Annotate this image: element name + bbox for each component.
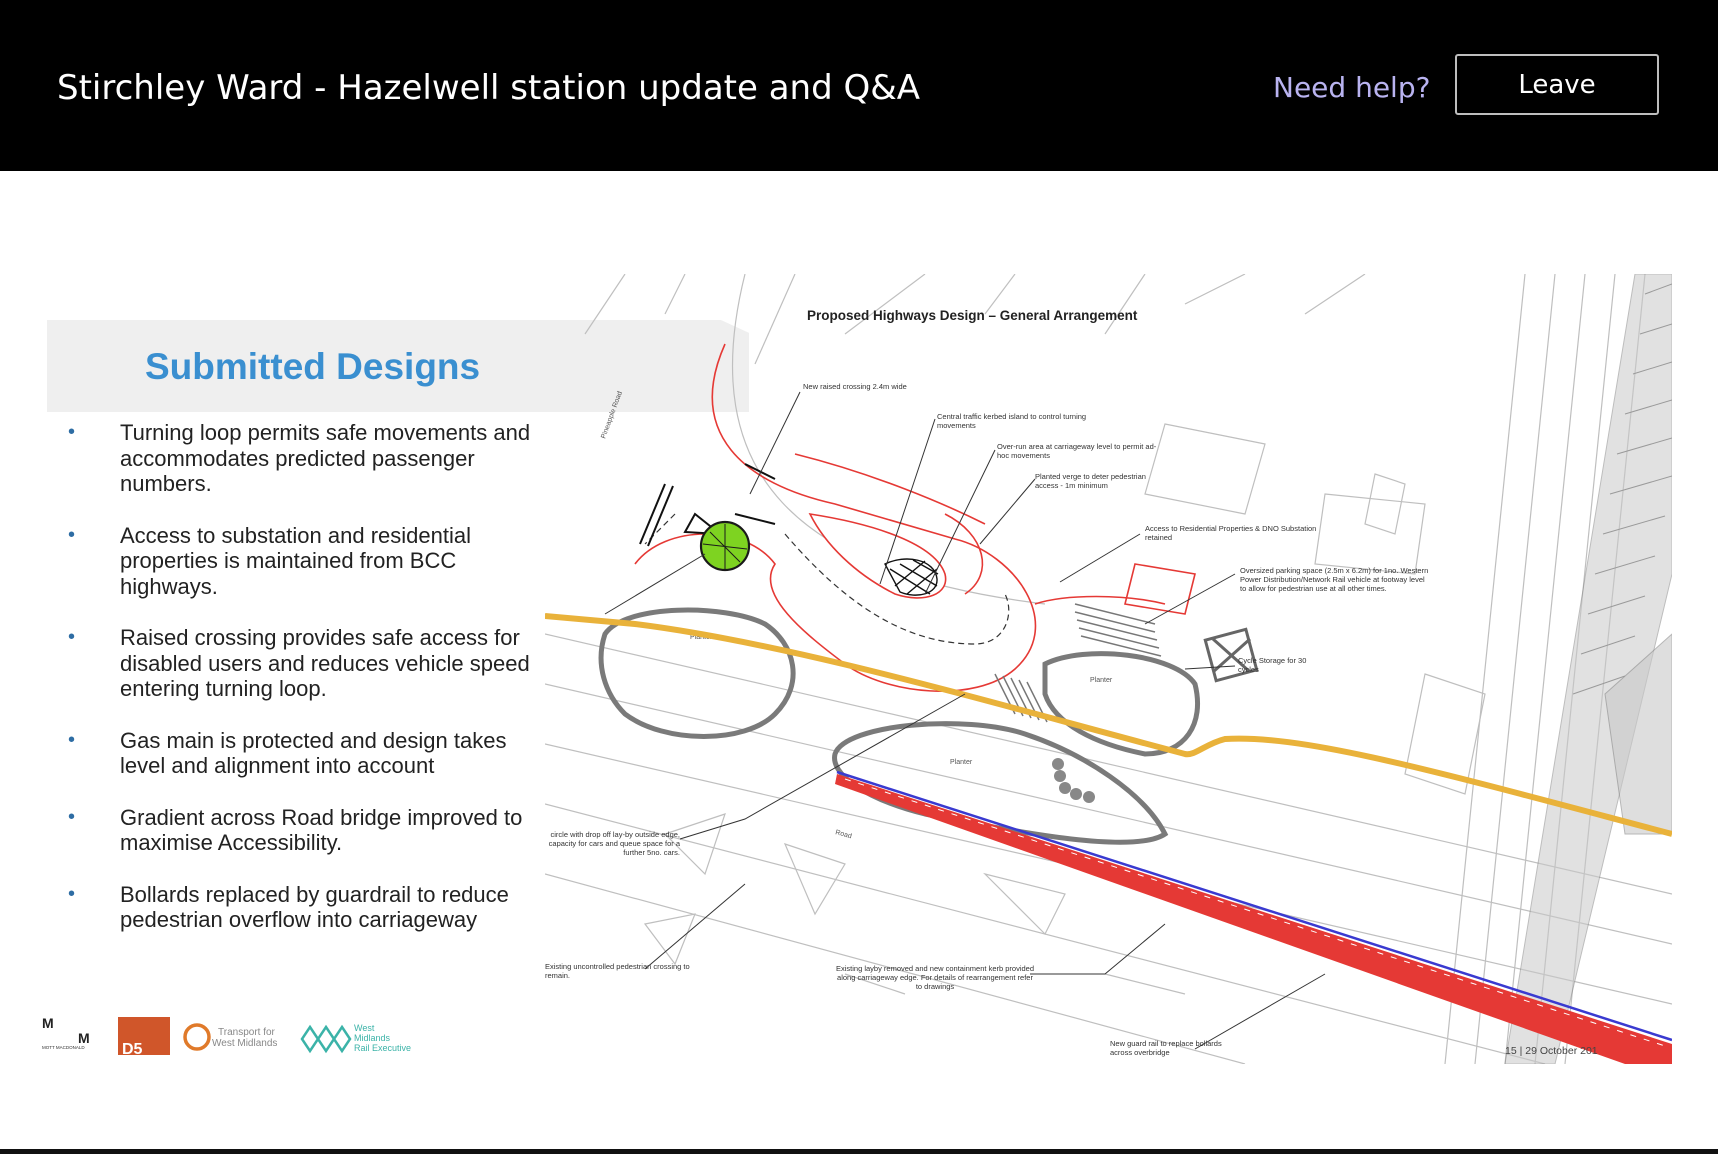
- planter-outlines: [601, 610, 1197, 842]
- planter-label: Planter: [950, 759, 973, 766]
- annotation-leaders: [605, 392, 1325, 1049]
- bullet-line: disabled users and reduces vehicle speed: [120, 650, 530, 676]
- wmre-line1: West: [354, 1023, 375, 1033]
- annotation: New guard rail to replace bollards across overbridge: [1110, 1039, 1222, 1057]
- pineapple-road-label: Pineapple Road: [600, 390, 624, 440]
- bullet-dot: •: [68, 523, 76, 546]
- annotation: Existing layby removed and new containment kerb provided along carriageway edge. For details of rearrangement refer to drawings: [835, 964, 1035, 991]
- bullet-dot: •: [68, 421, 76, 443]
- bullet-line: accommodates predicted passenger: [120, 445, 475, 471]
- bullet-line: Gradient across Road bridge improved to: [120, 804, 523, 830]
- bullet-line: maximise Accessibility.: [120, 830, 343, 855]
- annotation: Oversized parking space (2.5m x 6.2m) for 1no. Western Power Distribution/Network Rail vehicle at footway level to allow for pedestrian use at all other times.: [1240, 566, 1429, 593]
- tree-icon: [701, 522, 749, 570]
- bullet-line: pedestrian overflow into carriageway: [120, 907, 478, 932]
- bullet-line: numbers.: [120, 471, 212, 496]
- plan-heading: Proposed Highways Design – General Arrangement: [807, 308, 1138, 323]
- annotation: New raised crossing 2.4m wide: [803, 382, 907, 391]
- tfwm-logo: [185, 1025, 277, 1049]
- annotation: Access to Residential Properties & DNO Substation retained: [1145, 524, 1317, 542]
- meeting-title: Stirchley Ward - Hazelwell station update and Q&A: [57, 68, 921, 108]
- bullet-line: Bollards replaced by guardrail to reduce: [120, 881, 509, 907]
- page-footer: 15 | 29 October 201: [1505, 1045, 1598, 1057]
- wmre-line2: Midlands: [354, 1033, 391, 1043]
- d5-logo-text: D5: [122, 1041, 143, 1058]
- annotation: Central traffic kerbed island to control turning movements: [937, 412, 1087, 430]
- annotation: Over-run area at carriageway level to permit ad-hoc movements: [997, 442, 1157, 460]
- annotation: Planted verge to deter pedestrian access - 1m minimum: [1035, 472, 1146, 490]
- plan-annotations: [545, 382, 1430, 1064]
- bullet-line: Gas main is protected and design takes: [120, 727, 507, 753]
- partner-logos: [40, 1009, 470, 1059]
- trees-label: Trees: [545, 614, 563, 621]
- mott-macdonald-m: M: [42, 1015, 54, 1031]
- slide-title: Submitted Designs: [145, 346, 481, 387]
- bullet-line: properties is maintained from BCC: [120, 548, 457, 573]
- bullet-dot: •: [68, 882, 76, 905]
- bullet-dot: •: [68, 728, 76, 751]
- tfwm-line2: West Midlands: [212, 1038, 278, 1049]
- bullet-line: entering turning loop.: [120, 676, 327, 701]
- wmre-logo: [302, 1023, 411, 1053]
- annotation: Existing uncontrolled pedestrian crossing to remain.: [545, 962, 690, 980]
- mott-macdonald-logo: [42, 1015, 92, 1059]
- annotation: circle with drop off lay-by outside edge, capacity for cars and queue space for a further 5no. cars.: [548, 830, 680, 857]
- rail-platform: [1505, 274, 1672, 1064]
- shared-slide: [40, 274, 1672, 1064]
- bullet-line: Raised crossing provides safe access for: [120, 625, 520, 650]
- bullet-line: highways.: [120, 573, 218, 599]
- mott-macdonald-wordmark: MOTT MACDONALD: [42, 1045, 85, 1050]
- d5-logo: [118, 1017, 170, 1058]
- road-label: Road: [834, 829, 853, 841]
- bullet-line: level and alignment into account: [120, 753, 435, 778]
- need-help-link[interactable]: Need help?: [1273, 71, 1431, 104]
- bullet-dot: •: [68, 626, 76, 648]
- central-island: [810, 514, 946, 598]
- planter-label: Planter: [690, 634, 713, 641]
- plan-background-linework: [545, 274, 1672, 1064]
- planter-label: Planter: [1090, 677, 1113, 684]
- mott-macdonald-m: M: [78, 1030, 90, 1046]
- bottom-divider: [0, 1149, 1718, 1154]
- annotation: Cycle Storage for 30 cycles: [1238, 656, 1307, 674]
- bullet-line: Turning loop permits safe movements and: [120, 420, 531, 445]
- bullet-dot: •: [68, 805, 76, 828]
- leave-button[interactable]: Leave: [1455, 54, 1659, 115]
- bullet-line: Access to substation and residential: [120, 522, 471, 548]
- meeting-header: [0, 0, 1718, 171]
- wmre-line3: Rail Executive: [354, 1043, 412, 1053]
- gas-main-line: [545, 616, 1672, 834]
- tfwm-line1: Transport for: [218, 1027, 275, 1038]
- highways-plan-drawing: [545, 274, 1672, 1064]
